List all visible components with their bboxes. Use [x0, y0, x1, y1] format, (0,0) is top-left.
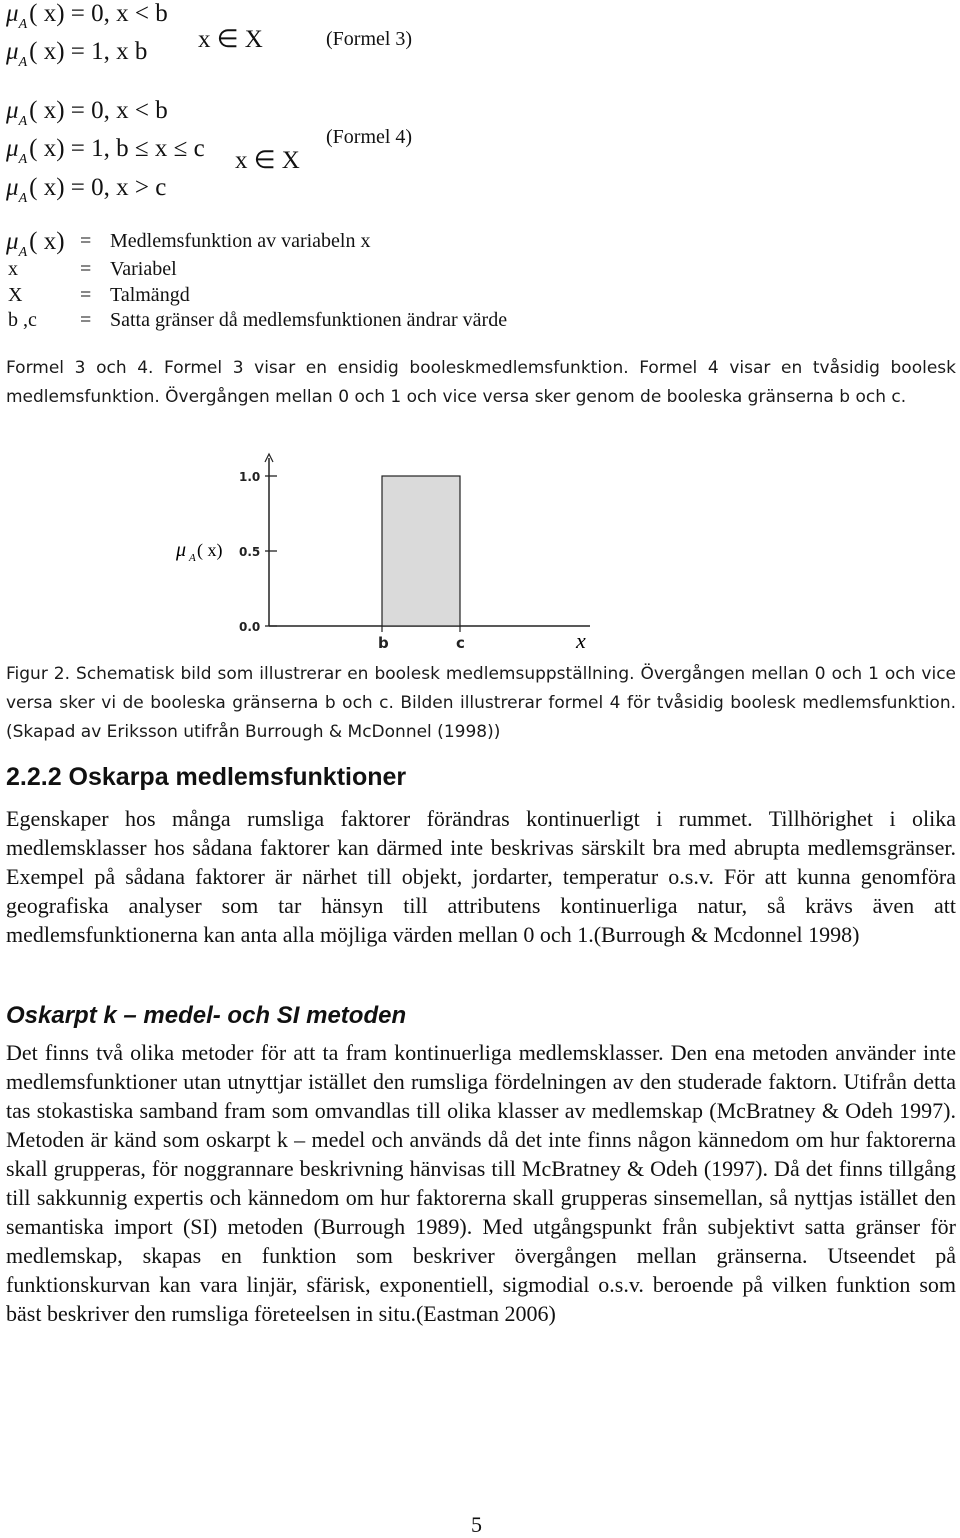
formula-4-line-1: $\mu_A$( x) = 0, x < b: [6, 97, 168, 129]
formula-4-line-2: $\mu_A$( x) = 1, b ≤ x ≤ c: [6, 135, 205, 167]
formula-caption: Formel 3 och 4. Formel 3 visar en ensidig booleskmedlemsfunktion. Formel 4 visar en tvåsidig boolesk medlemsfunktion. Övergången mellan 0 och 1 och vice versa sker genom de booleska gränserna b och c.: [6, 358, 956, 407]
definition-eq: =: [80, 230, 92, 252]
y-tick-label: 0.0: [239, 620, 261, 634]
definition-symbol: x: [8, 258, 18, 280]
definition-text: Variabel: [110, 258, 177, 280]
y-axis-label-mu: μ: [176, 539, 187, 561]
formula-3-domain: x ∈ X: [198, 26, 263, 53]
formula-3-line-1: $\mu_A$( x) = 0, x < b: [6, 0, 168, 32]
formula-3-line-2: $\mu_A$( x) = 1, x b: [6, 38, 148, 70]
definition-eq: =: [80, 258, 92, 280]
definition-symbol-mu: $\mu_A$( x): [6, 228, 65, 260]
definition-eq: =: [80, 309, 92, 331]
subsection-paragraph: Det finns två olika metoder för att ta fram kontinuerliga medlemsklasser. Den ena metoden använder inte medlemsfunktioner utan utnyttjar istället den rumsliga fördelningen av den studerade faktorn. Utifrån detta tas stokastiska samband fram som omvandlas till olika klasser av medlemskap (McBratney & Odeh 1997). Metoden är känd som oskarpt k – medel och används då det inte finns någon kännedom om hur faktorerna skall grupperas, för noggrannare beskrivning hänvisas till McBratney & Odeh (1997). Då det finns tillgång till sakkunnig expertis och kännedom om hur faktorerna skall grupperas sinsemellan, så nyttjas istället den semantiska import (SI) metoden (Burrough 1989). Med utgångspunkt från subjektivt satta gränser för medlemskap, skapas en funktion som beskriver övergången mellan gränserna. Utseendet på funktionskurvan kan vara linjär, sfärisk, exponentiell, sigmodial o.s.v. beroende på vilken funktion som bäst beskriver den rumsliga företeelsen in situ.(Eastman 2006): [6, 1040, 956, 1326]
figure-2-caption: Figur 2. Schematisk bild som illustrerar en boolesk medlemsuppställning. Övergången mellan 0 och 1 och vice versa sker vi de booleska gränserna b och c. Bilden illustrerar formel 4 för tvåsidig boolesk medlemsfunktion. (Skapad av Eriksson utifrån Burrough & McDonnel (1998)): [6, 664, 956, 742]
y-axis-label-sub: A: [189, 552, 196, 564]
section-heading: 2.2.2 Oskarpa medlemsfunktioner: [6, 763, 407, 791]
x-axis-label: x: [576, 628, 586, 653]
definition-symbol: X: [8, 284, 23, 306]
figure-2-chart: [170, 450, 610, 660]
formula-4-label: (Formel 4): [326, 126, 413, 148]
section-paragraph: Egenskaper hos många rumsliga faktorer förändras kontinuerligt i rummet. Tillhörighet i olika medlemsklasser hos sådana faktorer kan därmed inte beskrivas särskilt bra med abrupta medlemsgränser. Exempel på sådana faktorer är närhet till objekt, jordarter, temperatur o.s.v. För att kunna genomföra geografiska analyser som tar hänsyn till attributens kontinuerliga natur, så krävs även att medlemsfunktionerna kan anta alla möjliga värden mellan 0 och 1.(Burrough & Mcdonnel 1998): [6, 806, 956, 947]
y-tick-label: 0.5: [239, 545, 261, 559]
y-axis-label-rest: ( x): [197, 540, 223, 560]
formula-4-line-3: $\mu_A$( x) = 0, x > c: [6, 174, 167, 206]
page-number: 5: [471, 1512, 482, 1537]
subsection-heading: Oskarpt k – medel- och SI metoden: [6, 1002, 407, 1029]
y-tick-label: 1.0: [239, 470, 261, 484]
formula-4-domain: x ∈ X: [235, 147, 300, 174]
definition-symbol: b ,c: [8, 309, 37, 331]
membership-bar: [382, 476, 460, 626]
definition-text: Satta gränser då medlemsfunktionen ändrar värde: [110, 309, 508, 331]
formula-3-label: (Formel 3): [326, 28, 413, 50]
definition-text: Medlemsfunktion av variabeln x: [110, 230, 371, 252]
definition-text: Talmängd: [110, 284, 190, 306]
definition-eq: =: [80, 284, 92, 306]
x-tick-label: c: [456, 634, 465, 652]
x-tick-label: b: [378, 634, 389, 652]
